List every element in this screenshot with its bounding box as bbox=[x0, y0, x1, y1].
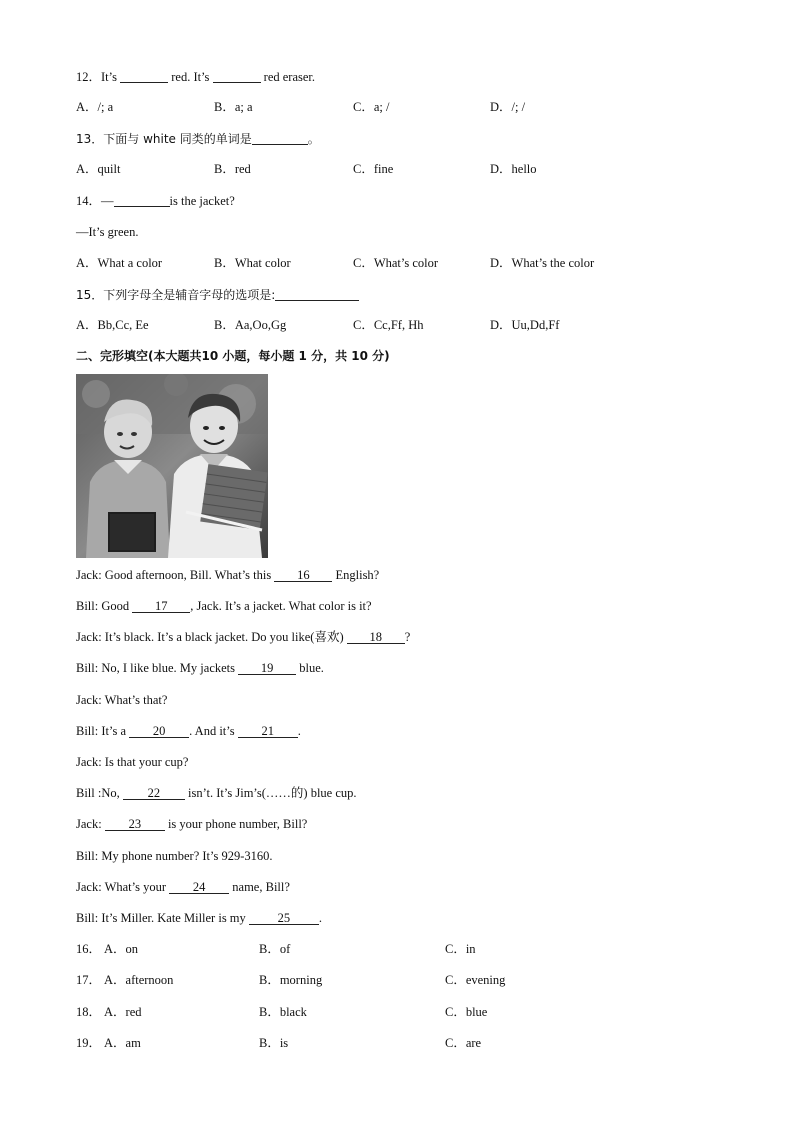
dialogue-line-12 bbox=[76, 912, 322, 925]
dialogue-text: Jack: bbox=[76, 817, 105, 831]
question-13 bbox=[76, 132, 320, 145]
answer-17-option-c[interactable]: C．evening bbox=[445, 973, 506, 987]
answer-16-number: 16． bbox=[76, 942, 102, 956]
dialogue-line-1 bbox=[76, 569, 379, 582]
dialogue-text: , Jack. It’s a jacket. What color is it? bbox=[190, 599, 372, 613]
dialogue-line-7: Jack: Is that your cup? bbox=[76, 755, 189, 769]
answer-18-number: 18． bbox=[76, 1005, 102, 1019]
answer-19-option-a[interactable]: A．am bbox=[104, 1036, 141, 1050]
q12-option-c[interactable]: C．a; / bbox=[353, 100, 390, 114]
blank-19[interactable]: 19 bbox=[238, 662, 296, 675]
q12-option-a[interactable]: A．/; a bbox=[76, 100, 114, 114]
answer-17-number: 17． bbox=[76, 973, 102, 987]
answer-19-option-c[interactable]: C．are bbox=[445, 1036, 482, 1050]
blank-17[interactable]: 17 bbox=[132, 600, 190, 613]
answer-17-option-b[interactable]: B．morning bbox=[259, 973, 323, 987]
blank-16[interactable]: 16 bbox=[274, 569, 332, 582]
dialogue-text: Bill: It’s Miller. Kate Miller is my bbox=[76, 911, 249, 925]
question-15 bbox=[76, 288, 359, 301]
q12-text-1: 12．It’s bbox=[76, 70, 121, 84]
q13-end: 。 bbox=[307, 132, 320, 146]
q12-option-d[interactable]: D．/; / bbox=[490, 100, 526, 114]
q15-option-c[interactable]: C．Cc,Ff, Hh bbox=[353, 318, 424, 332]
blank-21[interactable]: 21 bbox=[238, 725, 298, 738]
dialogue-text: Bill: No, I like blue. My jackets bbox=[76, 661, 239, 675]
q13-option-a[interactable]: A．quilt bbox=[76, 162, 121, 176]
q15-option-a[interactable]: A．Bb,Cc, Ee bbox=[76, 318, 149, 332]
dialogue-line-3 bbox=[76, 631, 410, 644]
dialogue-line-11 bbox=[76, 881, 290, 894]
answer-16-option-a[interactable]: A．on bbox=[104, 942, 139, 956]
blank-20[interactable]: 20 bbox=[129, 725, 189, 738]
boys-photo bbox=[76, 374, 268, 558]
dialogue-text: Bill: Good bbox=[76, 599, 133, 613]
answer-18-option-a[interactable]: A．red bbox=[104, 1005, 142, 1019]
q13-option-b[interactable]: B．red bbox=[214, 162, 251, 176]
q14-blank[interactable] bbox=[114, 194, 170, 207]
dialogue-text: isn’t. It’s Jim’s(……的) blue cup. bbox=[184, 786, 357, 800]
question-14 bbox=[76, 194, 235, 208]
q13-option-c[interactable]: C．fine bbox=[353, 162, 394, 176]
q14-option-b[interactable]: B．What color bbox=[214, 256, 291, 270]
dialogue-text: . And it’s bbox=[189, 724, 238, 738]
dialogue-text: ? bbox=[404, 630, 411, 644]
dialogue-line-4 bbox=[76, 662, 324, 675]
dialogue-text: . bbox=[297, 724, 301, 738]
answer-16-option-c[interactable]: C．in bbox=[445, 942, 476, 956]
blank-23[interactable]: 23 bbox=[105, 818, 165, 831]
dialogue-text: Jack: It’s black. It’s a black jacket. Do you like(喜欢) bbox=[76, 630, 347, 644]
q13-option-d[interactable]: D．hello bbox=[490, 162, 537, 176]
blank-24[interactable]: 24 bbox=[169, 881, 229, 894]
q12-text-3: red eraser. bbox=[260, 70, 316, 84]
q13-blank[interactable] bbox=[252, 132, 308, 145]
q12-blank-1[interactable] bbox=[120, 70, 168, 83]
q15-stem: 15．下列字母全是辅音字母的选项是: bbox=[76, 288, 276, 302]
dialogue-text: English? bbox=[332, 568, 380, 582]
q14-option-c[interactable]: C．What’s color bbox=[353, 256, 439, 270]
dialogue-text: Jack: Good afternoon, Bill. What’s this bbox=[76, 568, 275, 582]
blank-22[interactable]: 22 bbox=[123, 787, 185, 800]
q13-stem: 13．下面与 white 同类的单词是 bbox=[76, 132, 252, 146]
answer-18-option-c[interactable]: C．blue bbox=[445, 1005, 488, 1019]
blank-18[interactable]: 18 bbox=[347, 631, 405, 644]
answer-16-option-b[interactable]: B．of bbox=[259, 942, 291, 956]
blank-25[interactable]: 25 bbox=[249, 912, 319, 925]
q15-option-d[interactable]: D．Uu,Dd,Ff bbox=[490, 318, 560, 332]
answer-18-option-b[interactable]: B．black bbox=[259, 1005, 307, 1019]
dialogue-line-2 bbox=[76, 600, 372, 613]
dialogue-line-10: Bill: My phone number? It’s 929-3160. bbox=[76, 849, 273, 863]
q12-text-2: red. It’s bbox=[168, 70, 213, 84]
dialogue-text: name, Bill? bbox=[229, 880, 290, 894]
dialogue-text: blue. bbox=[296, 661, 324, 675]
question-12 bbox=[76, 70, 315, 84]
dialogue-line-5: Jack: What’s that? bbox=[76, 693, 168, 707]
q14-text-2: is the jacket? bbox=[169, 194, 235, 208]
q14-text-1: 14．— bbox=[76, 194, 114, 208]
dialogue-text: Bill: It’s a bbox=[76, 724, 130, 738]
dialogue-text: Jack: What’s your bbox=[76, 880, 170, 894]
q14-option-a[interactable]: A．What a color bbox=[76, 256, 163, 270]
q14-option-d[interactable]: D．What’s the color bbox=[490, 256, 595, 270]
q15-option-b[interactable]: B．Aa,Oo,Gg bbox=[214, 318, 287, 332]
q12-blank-2[interactable] bbox=[213, 70, 261, 83]
dialogue-line-8 bbox=[76, 787, 357, 800]
dialogue-line-9 bbox=[76, 818, 307, 831]
dialogue-text: . bbox=[318, 911, 323, 925]
q14-answer-line: —It’s green. bbox=[76, 225, 139, 239]
answer-17-option-a[interactable]: A．afternoon bbox=[104, 973, 174, 987]
q12-option-b[interactable]: B．a; a bbox=[214, 100, 253, 114]
dialogue-text: is your phone number, Bill? bbox=[164, 817, 308, 831]
dialogue-line-6 bbox=[76, 725, 301, 738]
answer-19-option-b[interactable]: B．is bbox=[259, 1036, 289, 1050]
q15-blank[interactable] bbox=[275, 288, 359, 301]
answer-19-number: 19． bbox=[76, 1036, 102, 1050]
section-2-heading: 二、完形填空(本大题共10 小题，每小题 1 分，共 10 分) bbox=[76, 349, 390, 363]
dialogue-text: Bill :No, bbox=[76, 786, 123, 800]
